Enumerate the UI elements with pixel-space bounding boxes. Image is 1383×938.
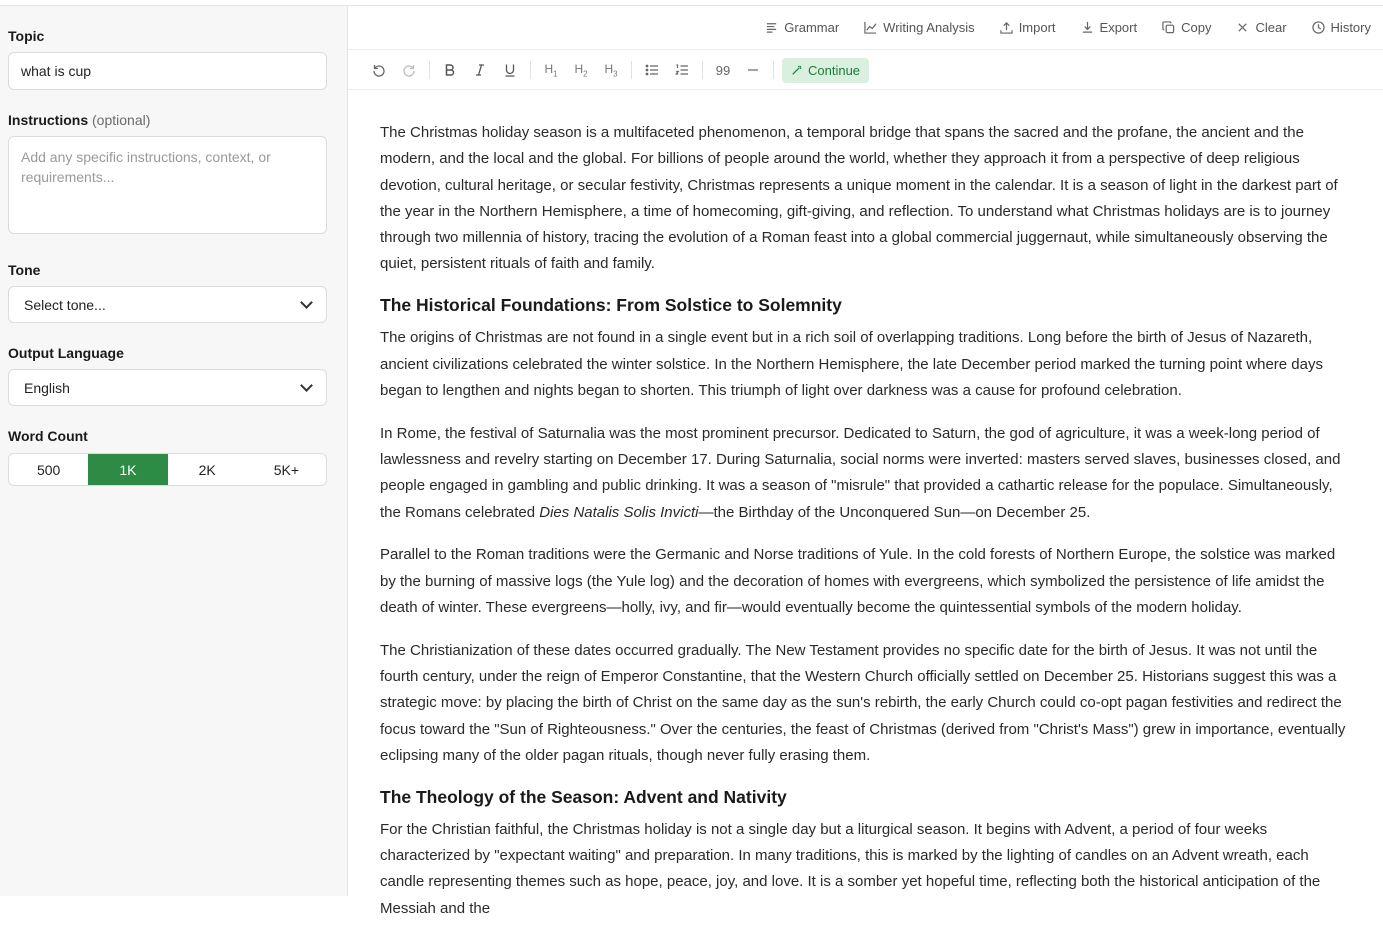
bullet-list-icon: [645, 63, 659, 77]
grammar-button[interactable]: [765, 20, 839, 35]
undo-button[interactable]: [364, 58, 394, 82]
underline-button[interactable]: [495, 58, 525, 82]
redo-button[interactable]: [394, 58, 424, 82]
redo-icon: [402, 63, 416, 77]
tone-select-value: Select tone...: [24, 296, 106, 313]
formatting-toolbar: [348, 51, 1383, 90]
word-count-label: Word Count: [8, 428, 88, 444]
continue-button[interactable]: [782, 58, 869, 83]
italic-button[interactable]: [465, 58, 495, 82]
editor-panel: [348, 6, 1383, 917]
chevron-down-icon: [300, 296, 313, 309]
clear-button[interactable]: [1236, 20, 1286, 35]
download-icon: [1081, 21, 1094, 34]
numbered-list-icon: [675, 63, 689, 77]
topic-input[interactable]: what is cup: [8, 52, 327, 90]
chevron-down-icon: [300, 379, 313, 392]
paragraph: For the Christian faithful, the Christmas holiday is not a single day but a liturgical season. It begins with Advent, a period of four weeks characterized by "expectant waiting" and preparation. In many traditions, this is marked by the lighting of candles on an Advent wreath, each candle representing themes such as hope, peace, joy, and love. It is a somber yet hopeful time, reflecting both the historical anticipation of the Messiah and the: [380, 820, 1321, 917]
document-content[interactable]: [380, 120, 1355, 938]
copy-button-label: Copy: [1181, 20, 1212, 35]
italic-phrase: Dies Natalis Solis Invicti: [539, 503, 699, 521]
paragraph-text: —the Birthday of the Unconquered Sun—on December 25.: [698, 503, 1091, 521]
heading-1-icon: $H_1$: [544, 61, 558, 79]
word-count-option-1k[interactable]: 1K: [88, 454, 167, 485]
heading-3-icon: $H_3$: [604, 61, 618, 79]
section-heading: The Historical Foundations: From Solstice to Solemnity: [380, 295, 842, 316]
writing-analysis-button-label: Writing Analysis: [883, 20, 975, 35]
history-button[interactable]: [1312, 20, 1371, 35]
horizontal-rule-button[interactable]: [738, 58, 768, 82]
chart-icon: [864, 21, 877, 34]
close-icon: [1236, 21, 1249, 34]
copy-icon: [1162, 21, 1175, 34]
paragraph-text: In Rome, the festival of Saturnalia was the most prominent precursor. Dedicated to Saturn, the god of agriculture, it was a week-long period of lawlessness and revelry starting on December 17. During Saturnalia, social norms were inverted: masters served slaves, businesses closed, and people engaged in gambling and public drinking. It was a season of "misrule" that provided a cathartic release for the populace. Simultaneously, the Romans celebrated: [380, 424, 1341, 521]
toolbar-divider: [631, 61, 632, 79]
copy-button[interactable]: [1162, 20, 1211, 35]
toolbar-divider: [773, 61, 774, 79]
word-count-segmented-control: [8, 453, 327, 486]
instructions-textarea[interactable]: Add any specific instructions, context, or requirements...: [8, 136, 327, 234]
editor-top-actions: [348, 6, 1383, 50]
export-button-label: Export: [1099, 20, 1138, 35]
toolbar-divider: [530, 61, 531, 79]
instructions-label-text: Instructions: [8, 112, 89, 128]
upload-icon: [1000, 21, 1013, 34]
language-select-value: English: [24, 379, 70, 396]
writing-analysis-button[interactable]: [864, 20, 975, 35]
quote-icon: 99: [715, 62, 731, 78]
export-button[interactable]: [1081, 20, 1138, 35]
paragraph: [380, 421, 1355, 526]
section-heading: The Theology of the Season: Advent and Nativity: [380, 786, 787, 807]
clock-icon: [1312, 21, 1325, 34]
heading-3-button[interactable]: [596, 58, 626, 82]
paragraph: The origins of Christmas are not found in a single event but in a rich soil of overlapping traditions. Long before the birth of Jesus of Nazareth, ancient civilizations celebrated the winter solstice. In the Northern Hemisphere, the late December period marked the turning point where days began to lengthen and nights began to shorten. This triumph of light over darkness was a cause for profound celebration.: [380, 329, 1323, 399]
heading-2-icon: $H_2$: [574, 61, 588, 79]
settings-sidebar: [0, 6, 348, 896]
language-label: Output Language: [8, 345, 124, 361]
import-button[interactable]: [1000, 20, 1056, 35]
topic-label: Topic: [8, 28, 45, 44]
numbered-list-button[interactable]: [667, 58, 697, 82]
continue-button-label: Continue: [808, 62, 861, 78]
paragraph: Parallel to the Roman traditions were the Germanic and Norse traditions of Yule. In the cold forests of Northern Europe, the solstice was marked by the burning of massive logs (the Yule log) and the decoration of homes with evergreens, which symbolized the persistence of life amidst the death of winter. These evergreens—holly, ivy, and fir—would eventually become the quintessential symbols of the modern holiday.: [380, 546, 1336, 616]
instructions-label: [8, 112, 150, 128]
tone-label: Tone: [8, 262, 41, 278]
bold-icon: [443, 63, 457, 77]
bold-button[interactable]: [435, 58, 465, 82]
horizontal-rule-icon: [746, 63, 760, 77]
import-button-label: Import: [1018, 20, 1056, 35]
grammar-button-label: Grammar: [784, 20, 840, 35]
clear-button-label: Clear: [1255, 20, 1287, 35]
paragraph: The Christmas holiday season is a multifaceted phenomenon, a temporal bridge that spans the sacred and the profane, the ancient and the modern, and the local and the global. For billions of people around the world, whether they approach it from a perspective of deep religious devotion, cultural heritage, or secular festivity, Christmas represents a unique moment in the calendar. It is a season of light in the darkest part of the year in the Northern Hemisphere, a time of homecoming, gift-giving, and reflection. To understand what Christmas holidays are is to journey through two millennia of history, tracing the evolution of a Roman feast into a global commercial juggernaut, while simultaneously observing the quiet, persistent rituals of faith and family.: [380, 124, 1338, 273]
word-count-option-500[interactable]: 500: [36, 461, 61, 478]
toolbar-divider: [429, 61, 430, 79]
tone-select[interactable]: [8, 286, 327, 323]
toolbar-divider: [702, 61, 703, 79]
history-button-label: History: [1330, 20, 1371, 35]
heading-2-button[interactable]: [566, 58, 596, 82]
paragraph: The Christianization of these dates occurred gradually. The New Testament provides no specific date for the birth of Jesus. It was not until the fourth century, under the reign of Emperor Constantine, that the Western Church officially settled on December 25. Historians suggest this was a strategic move: by placing the birth of Christ on the same day as the sun's rebirth, the early Church could co-opt pagan festivities and redirect the focus toward the "Sun of Righteousness." Over the centuries, the feast of Christmas (derived from "Christ's Mass") grew in importance, eventually eclipsing many of the older pagan rituals, though never fully erasing them.: [380, 641, 1346, 764]
italic-icon: [473, 63, 487, 77]
word-count-option-5k[interactable]: 5K+: [273, 461, 300, 478]
undo-icon: [372, 63, 386, 77]
heading-1-button[interactable]: [536, 58, 566, 82]
blockquote-button[interactable]: [708, 58, 738, 82]
magic-wand-icon: [791, 64, 803, 76]
underline-icon: [503, 63, 517, 77]
word-count-option-2k[interactable]: 2K: [198, 461, 216, 478]
language-select[interactable]: [8, 369, 327, 406]
instructions-optional-hint: (optional): [92, 112, 151, 128]
bullet-list-button[interactable]: [637, 58, 667, 82]
grammar-icon: [765, 21, 778, 34]
